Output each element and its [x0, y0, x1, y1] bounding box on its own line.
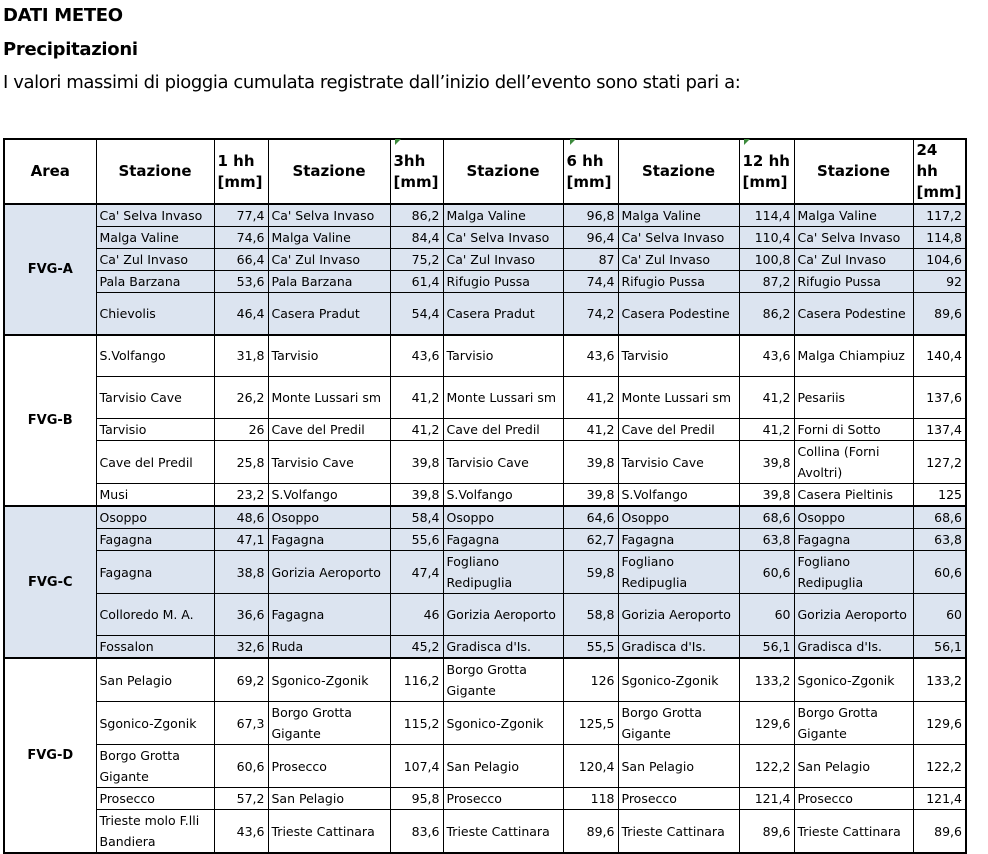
header-12hh-unit: [mm] — [742, 172, 788, 191]
rain-value-cell: 41,2 — [563, 419, 618, 441]
rain-value-cell: 63,8 — [739, 529, 794, 551]
station-cell: Ca' Zul Invaso — [443, 249, 563, 271]
station-cell: Ca' Selva Invaso — [794, 227, 913, 249]
rain-value-cell: 129,6 — [913, 702, 966, 745]
station-cell: Borgo Grotta Gigante — [443, 658, 563, 702]
rain-value-cell: 137,6 — [913, 377, 966, 419]
header-6hh-unit: [mm] — [566, 172, 612, 191]
station-cell: San Pelagio — [443, 745, 563, 788]
station-cell: Chievolis — [96, 293, 214, 335]
rain-value-cell: 38,8 — [214, 551, 268, 594]
station-cell: S.Volfango — [268, 484, 390, 507]
station-cell: Tarvisio Cave — [96, 377, 214, 419]
station-cell: Fagagna — [794, 529, 913, 551]
rain-value-cell: 125,5 — [563, 702, 618, 745]
rain-value-cell: 133,2 — [739, 658, 794, 702]
rain-value-cell: 25,8 — [214, 441, 268, 484]
rain-value-cell: 46,4 — [214, 293, 268, 335]
comment-marker — [744, 139, 750, 145]
station-cell: Ca' Zul Invaso — [96, 249, 214, 271]
header-24hh-label: 24 hh — [916, 141, 938, 180]
header-stazione-1h: Stazione — [96, 139, 214, 204]
station-cell: San Pelagio — [794, 745, 913, 788]
table-row — [4, 529, 966, 551]
table-row — [4, 636, 966, 659]
table-row — [4, 788, 966, 810]
header-area: Area — [4, 139, 96, 204]
rain-value-cell: 41,2 — [739, 419, 794, 441]
rain-value-cell: 45,2 — [390, 636, 443, 659]
station-cell: San Pelagio — [618, 745, 739, 788]
station-cell: Sgonico-Zgonik — [794, 658, 913, 702]
station-cell: Gorizia Aeroporto — [618, 594, 739, 636]
rain-value-cell: 117,2 — [913, 204, 966, 227]
station-cell: Ca' Zul Invaso — [618, 249, 739, 271]
rain-value-cell: 122,2 — [913, 745, 966, 788]
station-cell: S.Volfango — [618, 484, 739, 507]
rain-value-cell: 114,4 — [739, 204, 794, 227]
station-cell: Casera Pradut — [443, 293, 563, 335]
station-cell: Trieste Cattinara — [268, 810, 390, 854]
header-1hh-label: 1 hh — [217, 151, 255, 170]
rain-value-cell: 23,2 — [214, 484, 268, 507]
station-cell: Borgo Grotta Gigante — [618, 702, 739, 745]
rain-value-cell: 31,8 — [214, 335, 268, 377]
station-cell: Trieste molo F.lli Bandiera — [96, 810, 214, 854]
rain-value-cell: 36,6 — [214, 594, 268, 636]
table-row — [4, 745, 966, 788]
header-1hh — [214, 139, 268, 204]
rain-value-cell: 39,8 — [390, 441, 443, 484]
station-cell: Sgonico-Zgonik — [268, 658, 390, 702]
header-stazione-24h: Stazione — [794, 139, 913, 204]
table-header-row — [4, 139, 966, 204]
station-cell: Fogliano Redipuglia — [794, 551, 913, 594]
station-cell: Gradisca d'Is. — [794, 636, 913, 659]
station-cell: Tarvisio — [443, 335, 563, 377]
rain-value-cell: 126 — [563, 658, 618, 702]
page-title: DATI METEO — [3, 5, 123, 26]
rain-value-cell: 60 — [913, 594, 966, 636]
station-cell: Sgonico-Zgonik — [96, 702, 214, 745]
station-cell: Gorizia Aeroporto — [794, 594, 913, 636]
station-cell: Prosecco — [794, 788, 913, 810]
table-row — [4, 204, 966, 227]
rain-value-cell: 92 — [913, 271, 966, 293]
station-cell: Sgonico-Zgonik — [618, 658, 739, 702]
station-cell: San Pelagio — [268, 788, 390, 810]
rain-value-cell: 118 — [563, 788, 618, 810]
rain-value-cell: 41,2 — [739, 377, 794, 419]
station-cell: Tarvisio Cave — [268, 441, 390, 484]
station-cell: Osoppo — [268, 506, 390, 529]
station-cell: Osoppo — [794, 506, 913, 529]
rain-value-cell: 129,6 — [739, 702, 794, 745]
rain-value-cell: 75,2 — [390, 249, 443, 271]
station-cell: Casera Pradut — [268, 293, 390, 335]
rain-value-cell: 58,4 — [390, 506, 443, 529]
rain-value-cell: 68,6 — [739, 506, 794, 529]
station-cell: Pala Barzana — [96, 271, 214, 293]
station-cell: Ca' Selva Invaso — [618, 227, 739, 249]
intro-text: I valori massimi di pioggia cumulata registrate dall’inizio dell’evento sono stati pari a: — [3, 72, 741, 93]
table-row — [4, 594, 966, 636]
rain-value-cell: 96,4 — [563, 227, 618, 249]
station-cell: Malga Valine — [618, 204, 739, 227]
rain-value-cell: 56,1 — [739, 636, 794, 659]
rain-value-cell: 58,8 — [563, 594, 618, 636]
rain-value-cell: 95,8 — [390, 788, 443, 810]
rain-value-cell: 43,6 — [739, 335, 794, 377]
area-cell: FVG-C — [4, 506, 96, 658]
rain-value-cell: 66,4 — [214, 249, 268, 271]
rain-value-cell: 125 — [913, 484, 966, 507]
rain-value-cell: 122,2 — [739, 745, 794, 788]
station-cell: Ca' Zul Invaso — [794, 249, 913, 271]
rain-value-cell: 87 — [563, 249, 618, 271]
table-row — [4, 441, 966, 484]
rain-value-cell: 47,4 — [390, 551, 443, 594]
rain-value-cell: 87,2 — [739, 271, 794, 293]
rain-value-cell: 96,8 — [563, 204, 618, 227]
header-3hh-unit: [mm] — [393, 172, 439, 191]
station-cell: Sgonico-Zgonik — [443, 702, 563, 745]
area-cell: FVG-D — [4, 658, 96, 853]
rain-value-cell: 60,6 — [214, 745, 268, 788]
rain-value-cell: 104,6 — [913, 249, 966, 271]
station-cell: Trieste Cattinara — [443, 810, 563, 854]
station-cell: Fagagna — [96, 529, 214, 551]
rain-value-cell: 74,6 — [214, 227, 268, 249]
station-cell: Cave del Predil — [618, 419, 739, 441]
station-cell: Monte Lussari sm — [443, 377, 563, 419]
rain-value-cell: 41,2 — [563, 377, 618, 419]
station-cell: Gorizia Aeroporto — [268, 551, 390, 594]
station-cell: Malga Valine — [443, 204, 563, 227]
rain-value-cell: 84,4 — [390, 227, 443, 249]
station-cell: Gorizia Aeroporto — [443, 594, 563, 636]
station-cell: Ca' Selva Invaso — [268, 204, 390, 227]
station-cell: Tarvisio Cave — [618, 441, 739, 484]
rain-value-cell: 32,6 — [214, 636, 268, 659]
station-cell: Tarvisio Cave — [443, 441, 563, 484]
station-cell: Osoppo — [618, 506, 739, 529]
rain-value-cell: 83,6 — [390, 810, 443, 854]
table-row — [4, 335, 966, 377]
station-cell: Monte Lussari sm — [268, 377, 390, 419]
rain-value-cell: 127,2 — [913, 441, 966, 484]
station-cell: Prosecco — [96, 788, 214, 810]
station-cell: Ca' Selva Invaso — [443, 227, 563, 249]
station-cell: Monte Lussari sm — [618, 377, 739, 419]
table-row — [4, 506, 966, 529]
rain-value-cell: 43,6 — [563, 335, 618, 377]
station-cell: Fossalon — [96, 636, 214, 659]
table-row — [4, 658, 966, 702]
station-cell: Borgo Grotta Gigante — [268, 702, 390, 745]
header-6hh-label: 6 hh — [566, 151, 604, 170]
rain-value-cell: 26,2 — [214, 377, 268, 419]
rain-value-cell: 48,6 — [214, 506, 268, 529]
station-cell: Fagagna — [618, 529, 739, 551]
station-cell: Ca' Zul Invaso — [268, 249, 390, 271]
header-24hh-unit: [mm] — [916, 183, 962, 201]
header-stazione-12h: Stazione — [618, 139, 739, 204]
station-cell: Fagagna — [443, 529, 563, 551]
station-cell: Borgo Grotta Gigante — [96, 745, 214, 788]
header-3hh — [390, 139, 443, 204]
table-row — [4, 293, 966, 335]
rain-value-cell: 86,2 — [739, 293, 794, 335]
rain-value-cell: 77,4 — [214, 204, 268, 227]
rain-value-cell: 41,2 — [390, 419, 443, 441]
rain-value-cell: 39,8 — [739, 484, 794, 507]
station-cell: Borgo Grotta Gigante — [794, 702, 913, 745]
rain-value-cell: 64,6 — [563, 506, 618, 529]
comment-marker — [570, 139, 576, 145]
header-6hh — [563, 139, 618, 204]
header-12hh-label: 12 hh — [742, 151, 790, 170]
rain-value-cell: 39,8 — [563, 484, 618, 507]
rain-value-cell: 137,4 — [913, 419, 966, 441]
rain-value-cell: 63,8 — [913, 529, 966, 551]
rain-value-cell: 39,8 — [390, 484, 443, 507]
table-row — [4, 484, 966, 507]
rain-value-cell: 107,4 — [390, 745, 443, 788]
rain-value-cell: 121,4 — [739, 788, 794, 810]
station-cell: Cave del Predil — [443, 419, 563, 441]
comment-marker — [395, 139, 401, 145]
rain-value-cell: 115,2 — [390, 702, 443, 745]
station-cell: Malga Chiampiuz — [794, 335, 913, 377]
station-cell: S.Volfango — [96, 335, 214, 377]
rain-value-cell: 55,5 — [563, 636, 618, 659]
station-cell: San Pelagio — [96, 658, 214, 702]
rain-value-cell: 89,6 — [913, 810, 966, 854]
rain-value-cell: 74,4 — [563, 271, 618, 293]
station-cell: Tarvisio — [268, 335, 390, 377]
station-cell: Cave del Predil — [96, 441, 214, 484]
station-cell: Fagagna — [268, 594, 390, 636]
table-row — [4, 377, 966, 419]
station-cell: Prosecco — [618, 788, 739, 810]
rain-value-cell: 61,4 — [390, 271, 443, 293]
station-cell: Musi — [96, 484, 214, 507]
table-row — [4, 419, 966, 441]
station-cell: Rifugio Pussa — [794, 271, 913, 293]
station-cell: Rifugio Pussa — [618, 271, 739, 293]
rain-value-cell: 120,4 — [563, 745, 618, 788]
station-cell: Fagagna — [96, 551, 214, 594]
rain-value-cell: 86,2 — [390, 204, 443, 227]
station-cell: Trieste Cattinara — [794, 810, 913, 854]
station-cell: Prosecco — [443, 788, 563, 810]
rain-value-cell: 60 — [739, 594, 794, 636]
station-cell: Tarvisio — [96, 419, 214, 441]
station-cell: Fagagna — [268, 529, 390, 551]
rain-value-cell: 116,2 — [390, 658, 443, 702]
section-title: Precipitazioni — [3, 39, 138, 60]
rain-value-cell: 59,8 — [563, 551, 618, 594]
rain-value-cell: 39,8 — [563, 441, 618, 484]
rain-value-cell: 89,6 — [563, 810, 618, 854]
station-cell: S.Volfango — [443, 484, 563, 507]
station-cell: Ruda — [268, 636, 390, 659]
area-cell: FVG-A — [4, 204, 96, 335]
station-cell: Casera Podestine — [794, 293, 913, 335]
station-cell: Casera Podestine — [618, 293, 739, 335]
rain-value-cell: 46 — [390, 594, 443, 636]
station-cell: Fogliano Redipuglia — [618, 551, 739, 594]
rain-value-cell: 54,4 — [390, 293, 443, 335]
station-cell: Prosecco — [268, 745, 390, 788]
station-cell: Rifugio Pussa — [443, 271, 563, 293]
rain-value-cell: 39,8 — [739, 441, 794, 484]
rain-value-cell: 41,2 — [390, 377, 443, 419]
rain-value-cell: 43,6 — [390, 335, 443, 377]
rain-value-cell: 69,2 — [214, 658, 268, 702]
rain-value-cell: 100,8 — [739, 249, 794, 271]
station-cell: Gradisca d'Is. — [443, 636, 563, 659]
rain-value-cell: 57,2 — [214, 788, 268, 810]
table-row — [4, 702, 966, 745]
rain-value-cell: 43,6 — [214, 810, 268, 854]
table-row — [4, 249, 966, 271]
station-cell: Forni di Sotto — [794, 419, 913, 441]
rain-value-cell: 89,6 — [913, 293, 966, 335]
precipitation-table — [3, 138, 967, 854]
rain-value-cell: 140,4 — [913, 335, 966, 377]
table-row — [4, 271, 966, 293]
rain-value-cell: 26 — [214, 419, 268, 441]
rain-value-cell: 62,7 — [563, 529, 618, 551]
table-row — [4, 551, 966, 594]
header-stazione-6h: Stazione — [443, 139, 563, 204]
rain-value-cell: 47,1 — [214, 529, 268, 551]
rain-value-cell: 60,6 — [739, 551, 794, 594]
rain-value-cell: 68,6 — [913, 506, 966, 529]
station-cell: Pesariis — [794, 377, 913, 419]
station-cell: Cave del Predil — [268, 419, 390, 441]
rain-value-cell: 67,3 — [214, 702, 268, 745]
rain-value-cell: 56,1 — [913, 636, 966, 659]
station-cell: Pala Barzana — [268, 271, 390, 293]
rain-value-cell: 114,8 — [913, 227, 966, 249]
station-cell: Trieste Cattinara — [618, 810, 739, 854]
station-cell: Malga Valine — [96, 227, 214, 249]
rain-value-cell: 133,2 — [913, 658, 966, 702]
station-cell: Fogliano Redipuglia — [443, 551, 563, 594]
table-row — [4, 227, 966, 249]
header-12hh — [739, 139, 794, 204]
station-cell: Colloredo M. A. — [96, 594, 214, 636]
area-cell: FVG-B — [4, 335, 96, 507]
table-row — [4, 810, 966, 854]
rain-value-cell: 110,4 — [739, 227, 794, 249]
station-cell: Malga Valine — [268, 227, 390, 249]
header-stazione-3h: Stazione — [268, 139, 390, 204]
header-3hh-label: 3hh — [393, 151, 426, 170]
station-cell: Collina (Forni Avoltri) — [794, 441, 913, 484]
header-1hh-unit: [mm] — [217, 172, 263, 191]
header-24hh — [913, 139, 966, 204]
station-cell: Osoppo — [96, 506, 214, 529]
station-cell: Tarvisio — [618, 335, 739, 377]
rain-value-cell: 89,6 — [739, 810, 794, 854]
rain-value-cell: 74,2 — [563, 293, 618, 335]
station-cell: Ca' Selva Invaso — [96, 204, 214, 227]
station-cell: Osoppo — [443, 506, 563, 529]
station-cell: Malga Valine — [794, 204, 913, 227]
station-cell: Gradisca d'Is. — [618, 636, 739, 659]
rain-value-cell: 53,6 — [214, 271, 268, 293]
rain-value-cell: 60,6 — [913, 551, 966, 594]
rain-value-cell: 121,4 — [913, 788, 966, 810]
rain-value-cell: 55,6 — [390, 529, 443, 551]
station-cell: Casera Pieltinis — [794, 484, 913, 507]
